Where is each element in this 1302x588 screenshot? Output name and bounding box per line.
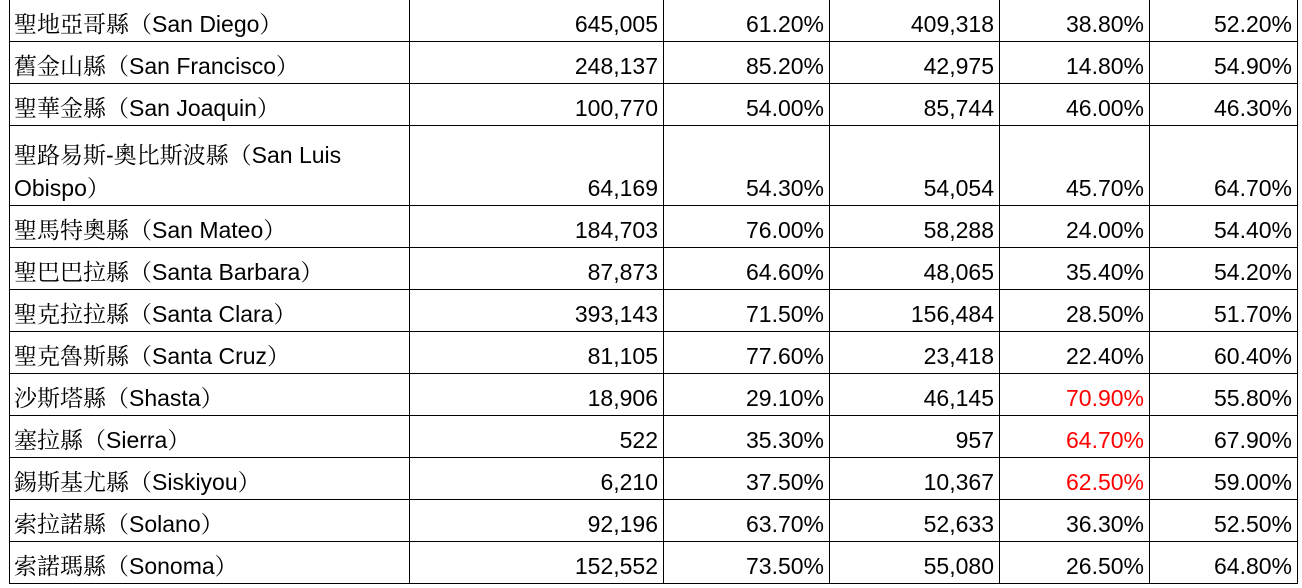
table-row [10,0,1298,42]
percent-a-cell: 54.00% [664,84,830,126]
percent-a-cell: 35.30% [664,416,830,458]
county-cell: 沙斯塔縣（Shasta） [10,374,410,416]
percent-b-cell: 64.70% [1000,416,1150,458]
turnout-cell: 64.70% [1150,126,1298,206]
table-row [10,500,1298,542]
percent-b-cell: 45.70% [1000,126,1150,206]
percent-b-cell: 46.00% [1000,84,1150,126]
county-cell: 舊金山縣（San Francisco） [10,42,410,84]
percent-a-cell: 76.00% [664,206,830,248]
votes-b-cell: 10,367 [830,458,1000,500]
county-cell: 索諾瑪縣（Sonoma） [10,542,410,584]
county-cell: 聖地亞哥縣（San Diego） [10,0,410,42]
votes-a-cell: 100,770 [410,84,664,126]
table-body [10,0,1298,584]
county-cell: 錫斯基尤縣（Siskiyou） [10,458,410,500]
county-cell: 索拉諾縣（Solano） [10,500,410,542]
votes-a-cell: 64,169 [410,126,664,206]
votes-b-cell: 54,054 [830,126,1000,206]
percent-a-cell: 71.50% [664,290,830,332]
table-row [10,42,1298,84]
table-row [10,248,1298,290]
turnout-cell: 64.80% [1150,542,1298,584]
county-cell: 聖路易斯-奧比斯波縣（San Luis Obispo） [10,126,410,206]
percent-b-cell: 35.40% [1000,248,1150,290]
percent-a-cell: 64.60% [664,248,830,290]
percent-a-cell: 85.20% [664,42,830,84]
table-row [10,416,1298,458]
votes-b-cell: 58,288 [830,206,1000,248]
votes-a-cell: 81,105 [410,332,664,374]
votes-b-cell: 957 [830,416,1000,458]
percent-b-cell: 24.00% [1000,206,1150,248]
votes-b-cell: 46,145 [830,374,1000,416]
votes-b-cell: 42,975 [830,42,1000,84]
turnout-cell: 54.90% [1150,42,1298,84]
percent-b-cell: 38.80% [1000,0,1150,42]
votes-a-cell: 152,552 [410,542,664,584]
votes-b-cell: 52,633 [830,500,1000,542]
table-row [10,332,1298,374]
county-cell: 聖克魯斯縣（Santa Cruz） [10,332,410,374]
percent-a-cell: 37.50% [664,458,830,500]
percent-b-cell: 22.40% [1000,332,1150,374]
county-cell: 聖華金縣（San Joaquin） [10,84,410,126]
turnout-cell: 54.40% [1150,206,1298,248]
votes-a-cell: 248,137 [410,42,664,84]
turnout-cell: 60.40% [1150,332,1298,374]
county-results-table [9,0,1298,584]
turnout-cell: 51.70% [1150,290,1298,332]
table-row [10,206,1298,248]
percent-b-cell: 28.50% [1000,290,1150,332]
percent-a-cell: 61.20% [664,0,830,42]
turnout-cell: 59.00% [1150,458,1298,500]
percent-a-cell: 63.70% [664,500,830,542]
votes-b-cell: 55,080 [830,542,1000,584]
votes-b-cell: 409,318 [830,0,1000,42]
table-row [10,458,1298,500]
county-cell: 聖克拉拉縣（Santa Clara） [10,290,410,332]
votes-a-cell: 18,906 [410,374,664,416]
percent-b-cell: 14.80% [1000,42,1150,84]
percent-b-cell: 70.90% [1000,374,1150,416]
percent-a-cell: 29.10% [664,374,830,416]
votes-a-cell: 184,703 [410,206,664,248]
turnout-cell: 52.20% [1150,0,1298,42]
percent-b-cell: 62.50% [1000,458,1150,500]
percent-b-cell: 26.50% [1000,542,1150,584]
votes-b-cell: 85,744 [830,84,1000,126]
turnout-cell: 54.20% [1150,248,1298,290]
votes-b-cell: 23,418 [830,332,1000,374]
table-row [10,126,1298,206]
votes-a-cell: 87,873 [410,248,664,290]
votes-a-cell: 92,196 [410,500,664,542]
votes-a-cell: 393,143 [410,290,664,332]
table-row [10,290,1298,332]
percent-a-cell: 77.60% [664,332,830,374]
county-cell: 聖馬特奧縣（San Mateo） [10,206,410,248]
table-row [10,374,1298,416]
votes-a-cell: 522 [410,416,664,458]
percent-b-cell: 36.30% [1000,500,1150,542]
turnout-cell: 52.50% [1150,500,1298,542]
votes-b-cell: 156,484 [830,290,1000,332]
turnout-cell: 55.80% [1150,374,1298,416]
votes-a-cell: 645,005 [410,0,664,42]
percent-a-cell: 54.30% [664,126,830,206]
table-row [10,84,1298,126]
votes-b-cell: 48,065 [830,248,1000,290]
county-cell: 聖巴巴拉縣（Santa Barbara） [10,248,410,290]
percent-a-cell: 73.50% [664,542,830,584]
county-cell: 塞拉縣（Sierra） [10,416,410,458]
table-row [10,542,1298,584]
turnout-cell: 67.90% [1150,416,1298,458]
votes-a-cell: 6,210 [410,458,664,500]
turnout-cell: 46.30% [1150,84,1298,126]
